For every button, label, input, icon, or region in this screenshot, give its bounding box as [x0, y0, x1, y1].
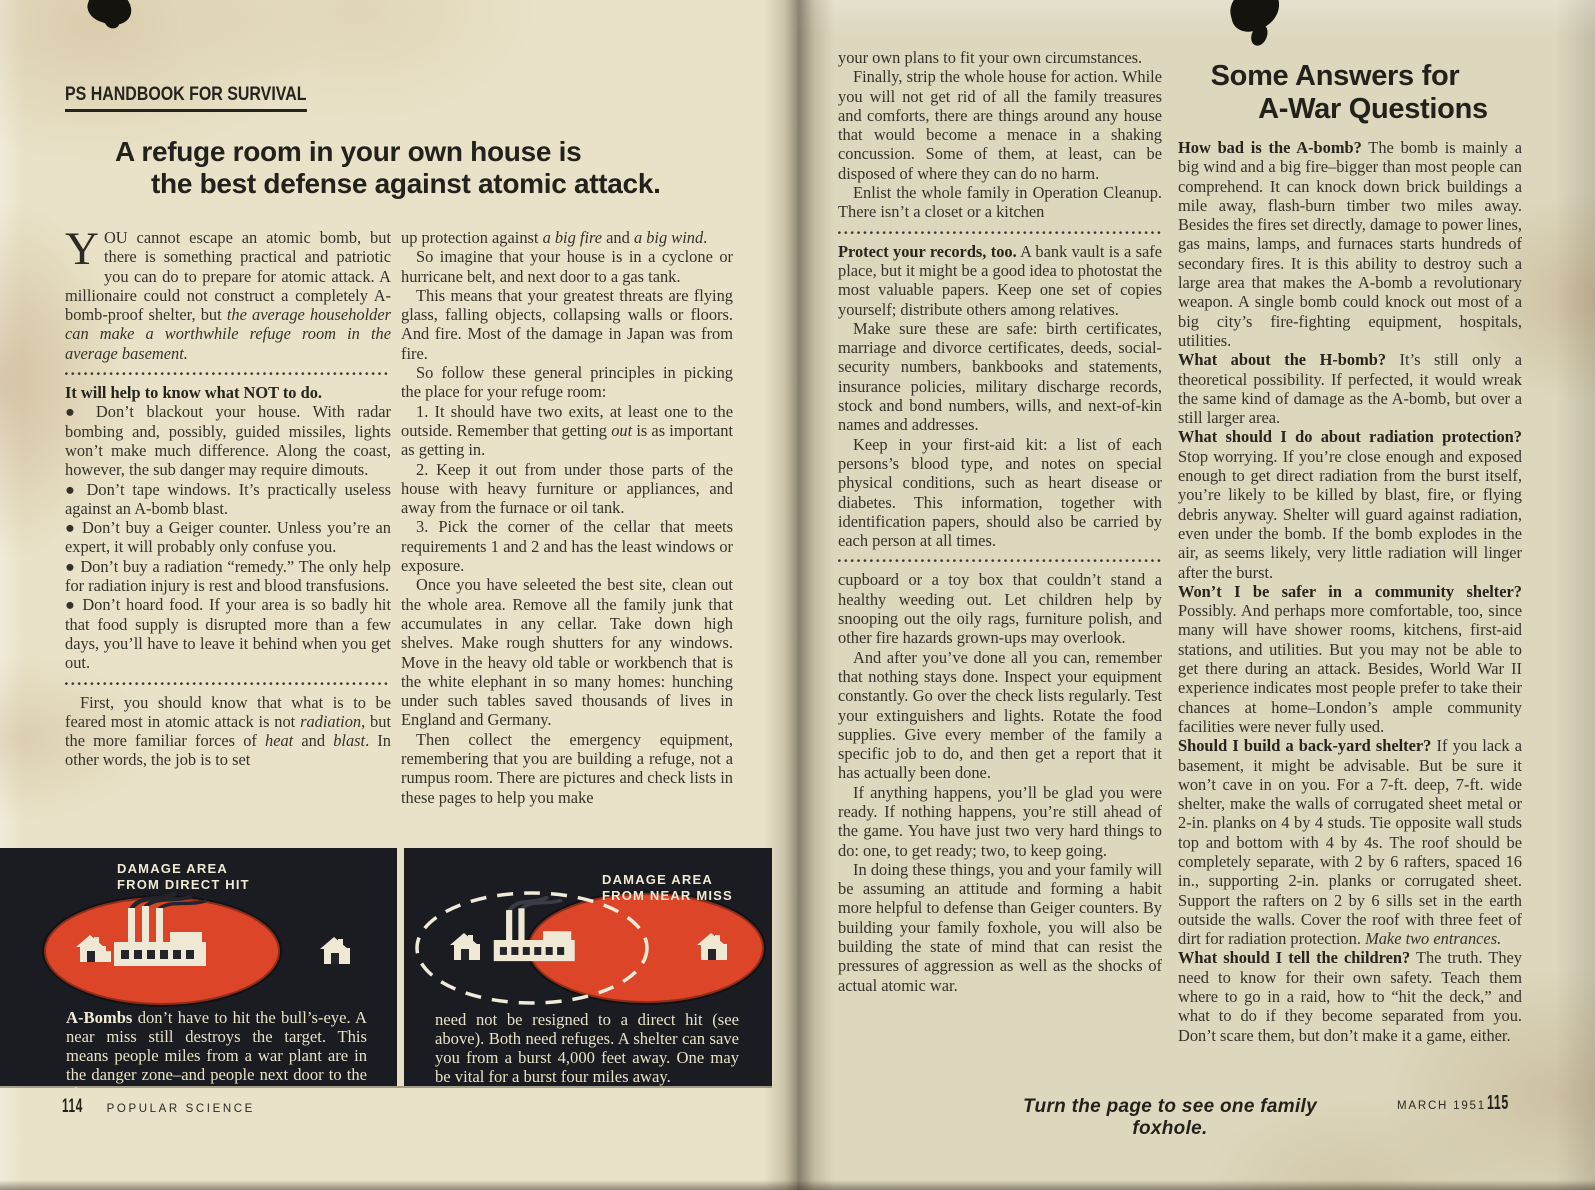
text-run: What about the H-bomb? — [1178, 350, 1387, 370]
text-run: Enlist the whole family in Operation Cleanup. There isn’t a closet or a kitchen — [838, 183, 1162, 222]
text-run: heat — [265, 731, 294, 751]
text-run: Keep in your first-aid kit: a list of each persons’s blood type, and notes on special physical conditions, such as heart disease or diabetes. This information, together with identification papers, should also be carried by each person at all times. — [838, 434, 1162, 551]
text-run: . — [703, 228, 708, 247]
text-run: up protection against — [401, 228, 543, 247]
paragraph — [838, 67, 1162, 183]
issue-date: MARCH 1951 — [1397, 1100, 1486, 1112]
kicker — [65, 84, 353, 112]
text-run: If anything happens, you’ll be glad you were ready. If nothing happens, you’re still ahead of the game. You have just two very hard things to do: one, to get ready; two, to keep going. — [838, 782, 1162, 860]
diagram-label — [602, 872, 733, 904]
text-run: The truth. They need to know for their own safety. Teach them where to go in a raid, how to “hit the deck,” and what to do if they become separated from you. Don’t scare them, but don’t make it a game, either. — [1178, 948, 1522, 1045]
text-run: 3. Pick the corner of the cellar that meets requirements 1 and 2 and has the least windows or exposure. — [401, 517, 733, 576]
magazine-name: POPULAR SCIENCE — [106, 1103, 255, 1115]
page-number: 114 — [62, 1096, 83, 1117]
section-heading — [65, 383, 391, 402]
text-run: So follow these general principles in picking the place for your refuge room: — [401, 363, 733, 402]
text-run: Should I build a back-yard shelter? — [1178, 736, 1432, 756]
panel-divider — [397, 848, 404, 1086]
diagram-label-line1: DAMAGE AREA — [602, 872, 713, 887]
paragraph — [838, 435, 1162, 551]
text-run: OU cannot escape an atomic bomb, but there is something practical and patriotic you can do to prepare for atomic attack. A millionaire could not construct a completely A-bomb-proof shelter, but — [65, 228, 391, 325]
text-run: Possibly. And perhaps more comfortable, too, since many will have shower rooms, kitchens, first-aid stations, and utilities. But you may not be able to get there during an attack. Besides, World War II experience indicates most people prefer to take their chances at home–London’s ample community facilities were never fully used. — [1178, 601, 1522, 736]
text-run: Finally, strip the whole house for action. While you will not get rid of all the family treasures and comforts, there are things around any house that would become a menace in a shaking concussion. Some of them, at least, can be disposed of where they can do no harm. — [838, 67, 1162, 183]
text-run: and — [293, 731, 334, 751]
text-run: Protect your records, too. — [838, 241, 1017, 261]
diagram-label-line2: FROM DIRECT HIT — [117, 877, 250, 892]
text-run: a big fire — [542, 228, 603, 247]
paragraph — [1178, 948, 1522, 1044]
text-run: What should I do about radiation protection? — [1178, 427, 1522, 447]
text-run: need not be resigned to a direct hit (see above). Both need refuges. A shelter can save you from a burst 4,000 feet away. One may be vital for a burst four miles away. — [435, 1010, 739, 1086]
text-run: don’t have to hit the bull’s-eye. A near miss still destroys the target. This means people miles from a war plant are in the danger zone–and people next door to the plant — [66, 1008, 367, 1103]
page-left — [0, 0, 797, 1190]
paragraph — [1178, 427, 1522, 581]
paragraph — [1178, 582, 1522, 736]
text-run: a big wind — [633, 228, 704, 247]
text-run: radiation — [300, 711, 362, 731]
text-run: And after you’ve done all you can, remember that nothing stays done. Inspect your equipment constantly. Go over the check lists regularly. Test your extinguishers and lights. Rotate the food supplies. Give every member of the family a specific job to do, and then get a report that it has actually been done. — [838, 647, 1162, 783]
diagram-label-line2: FROM NEAR MISS — [602, 888, 733, 903]
paragraph — [838, 570, 1162, 647]
text-run: Once you have seleeted the best site, clean out the whole area. Remove all the family junk that accumulates in any cellar. Take down high shelves. Make rough shutters for any windows. Move in the heavy old table or workbench that is the white elephant in so many homes: hunching under such tables saved thousands of lives in England and Germany. — [401, 575, 733, 730]
paragraph — [401, 363, 733, 402]
diagram-caption — [435, 1010, 739, 1086]
diagram-label-line1: DAMAGE AREA — [117, 861, 228, 876]
answers-title — [1178, 60, 1522, 126]
text-run: . In other words, the job is to set — [65, 731, 391, 770]
text-run: A-Bombs — [66, 1008, 133, 1027]
paragraph — [838, 183, 1162, 222]
text-run: It’s still only a theoretical possibility. If perfected, it would wreak the same kind of damage as the A-bomb, but over a still larger area. — [1178, 350, 1522, 428]
text-run: ● Don’t buy a radiation “remedy.” The only help for radiation injury is rest and blood transfusions. — [65, 556, 391, 596]
paragraph — [65, 595, 391, 672]
paragraph — [401, 575, 733, 729]
paragraph — [838, 860, 1162, 995]
text-run: In doing these things, you and your family will be assuming an attitude and forming a habit more helpful to defense than Geiger counters. By building your family foxhole, you will also be building the state of mind that can resist the pressures of aggression as well as the shocks of actual atomic war. — [838, 859, 1162, 995]
paragraph — [401, 730, 733, 807]
paragraph — [401, 517, 733, 575]
paragraph — [838, 242, 1162, 319]
diagram-direct-hit — [0, 848, 397, 1103]
text-run: your own plans to fit your own circumstances. — [838, 48, 1143, 67]
text-run: and — [602, 228, 634, 247]
text-run: It will help to know what NOT to do. — [65, 383, 322, 403]
answers-title-line1: Some Answers for — [1210, 60, 1460, 92]
house-icon — [450, 933, 480, 960]
paragraph — [401, 247, 733, 286]
diagram-near-miss — [404, 848, 772, 1086]
paragraph — [1178, 736, 1522, 948]
text-run: ● Don’t blackout your house. With radar bombing and, possibly, guided missiles, lights won’t make much difference. Along the coast, however, the sub danger may require dimouts. — [65, 402, 391, 480]
text-run: is as important as getting in. — [401, 420, 733, 460]
left-page-column-1 — [65, 228, 391, 848]
text-run: If you lack a basement, it might be advisable. But be sure it won’t cave in on you. For a 7-ft. deep, 7-ft. wide shelter, make the walls of corrugated sheet metal or 2-in. planks on 4 by 4 studs. Tie opposite wall studs top and bottom with 4 by 4s. The roof should be completely separate, with 2 by 6 rafters, spaced 16 in., supporting 2-in. planks or corrugated sheet. Support the rafters on 2 by 6 sills set in the earth outside the walls. Cover the roof with three feet of dirt for radiation protection. — [1178, 736, 1522, 949]
paragraph — [838, 648, 1162, 783]
paragraph — [401, 402, 733, 460]
article-title — [65, 136, 737, 200]
text-run: ● Don’t tape windows. It’s practically useless against an A-bomb blast. — [65, 479, 391, 518]
right-page-column-2 — [1178, 60, 1522, 1064]
text-run: blast — [333, 731, 366, 751]
text-run: First, you should know that what is to be feared most in atomic attack is not — [65, 692, 391, 731]
paragraph — [65, 693, 391, 770]
page-bottom-edge — [0, 1180, 1595, 1190]
paragraph — [65, 518, 391, 557]
text-run: Make two entrances. — [1365, 929, 1502, 949]
footer-left — [62, 1096, 255, 1118]
dotted-divider — [65, 372, 391, 376]
paragraph — [65, 480, 391, 519]
paragraph — [401, 286, 733, 363]
text-run: out — [611, 420, 633, 440]
diagram-caption — [66, 1008, 367, 1103]
text-run: the average householder can make a worthwhile refuge room in the average basement. — [65, 305, 391, 363]
diagram-label — [117, 861, 250, 893]
text-run: , but the more familiar forces of — [65, 711, 391, 751]
article-title-line2: the best defense against atomic attack. — [151, 168, 661, 199]
left-page-column-2 — [401, 228, 733, 848]
paragraph — [65, 402, 391, 479]
footer-tease: Turn the page to see one family foxhole. — [1022, 1096, 1317, 1139]
text-run: Won’t I be safer in a community shelter? — [1178, 581, 1522, 601]
dotted-divider — [838, 559, 1162, 563]
text-run: ● Don’t buy a Geiger counter. Unless you’re an expert, it will probably only confuse you. — [65, 518, 391, 557]
drop-cap: Y — [65, 228, 99, 275]
paragraph — [1178, 138, 1522, 350]
text-run: cupboard or a toy box that couldn’t stand a healthy weeding out. Let children help by snooping out the oily rags, furniture polish, and other fire hazards grown-ups may overlook. — [838, 570, 1162, 648]
dotted-divider — [65, 682, 391, 686]
text-run: A bank vault is a safe place, but it might be a good idea to photostat the most valuable papers. Keep one set of copies yourself; distribute others among relatives. — [838, 241, 1162, 319]
dotted-divider — [838, 231, 1162, 235]
page-right — [797, 0, 1595, 1190]
paragraph — [838, 319, 1162, 435]
paragraph — [65, 557, 391, 596]
paragraph — [65, 228, 391, 363]
text-run: The bomb is mainly a big wind and a big fire–bigger than most people can comprehend. It can knock down brick buildings a mile away, flash-burn timber two miles away. Besides the fires set directly, damage to power lines, gas mains, lamps, and furnaces starts hundreds of secondary fires. It is this ability to destroy such a large area that makes the A-bomb a revolutionary weapon. A single bomb could knock out most of a big city’s fire-fighting equipment, hospitals, utilities. — [1178, 138, 1522, 350]
paragraph — [401, 460, 733, 518]
text-run: So imagine that your house is in a cyclone or hurricane belt, and next door to a gas tank. — [401, 247, 733, 286]
paragraph — [838, 48, 1162, 67]
house-icon — [320, 937, 350, 964]
paragraph — [1178, 350, 1522, 427]
answers-title-line2: A-War Questions — [1258, 93, 1488, 125]
page-number: 115 — [1487, 1092, 1509, 1114]
text-run: How bad is the A-bomb? — [1178, 138, 1362, 157]
text-run: Make sure these are safe: birth certificates, marriage and divorce certificates, deeds, social-security numbers, bankbooks and statements, insurance policies, military discharge records, stock and bond numbers, wills, and next-of-kin names and addresses. — [838, 318, 1162, 435]
paragraph — [401, 228, 733, 247]
text-run: 1. It should have two exits, at least one to the outside. Remember that getting — [401, 401, 733, 440]
right-page-column-1 — [838, 48, 1162, 1078]
article-title-line1: A refuge room in your own house is — [115, 136, 582, 167]
text-run: Then collect the emergency equipment, remembering that you are building a refuge, not a rumpus room. There are pictures and check lists in these pages to help you make — [401, 729, 733, 807]
text-run: This means that your greatest threats are flying glass, falling objects, collapsing walls or floors. And fire. Most of the damage in Japan was from fire. — [401, 285, 733, 363]
text-run: Stop worrying. If you’re close enough and exposed enough to get direct radiation from the burst itself, you’re likely to be killed by blast, fire, or flying debris anyway. Shelter will guard against radiation, even under the bomb. If the bomb explodes in the air, as seems likely, very little radiation will linger after the burst. — [1178, 446, 1522, 582]
paragraph — [838, 783, 1162, 860]
text-run: 2. Keep it out from under those parts of the house with heavy furniture or appliances, and away from the furnace or oil tank. — [401, 459, 733, 518]
text-run: ● Don’t hoard food. If your area is so badly hit that food supply is disrupted more than a few days, you’ll have to leave it behind when you get out. — [65, 595, 391, 673]
kicker-text: PS HANDBOOK FOR SURVIVAL — [65, 84, 307, 112]
text-run: What should I tell the children? — [1178, 948, 1411, 968]
illustration-band — [0, 848, 772, 1103]
qa-column — [1178, 138, 1522, 1045]
